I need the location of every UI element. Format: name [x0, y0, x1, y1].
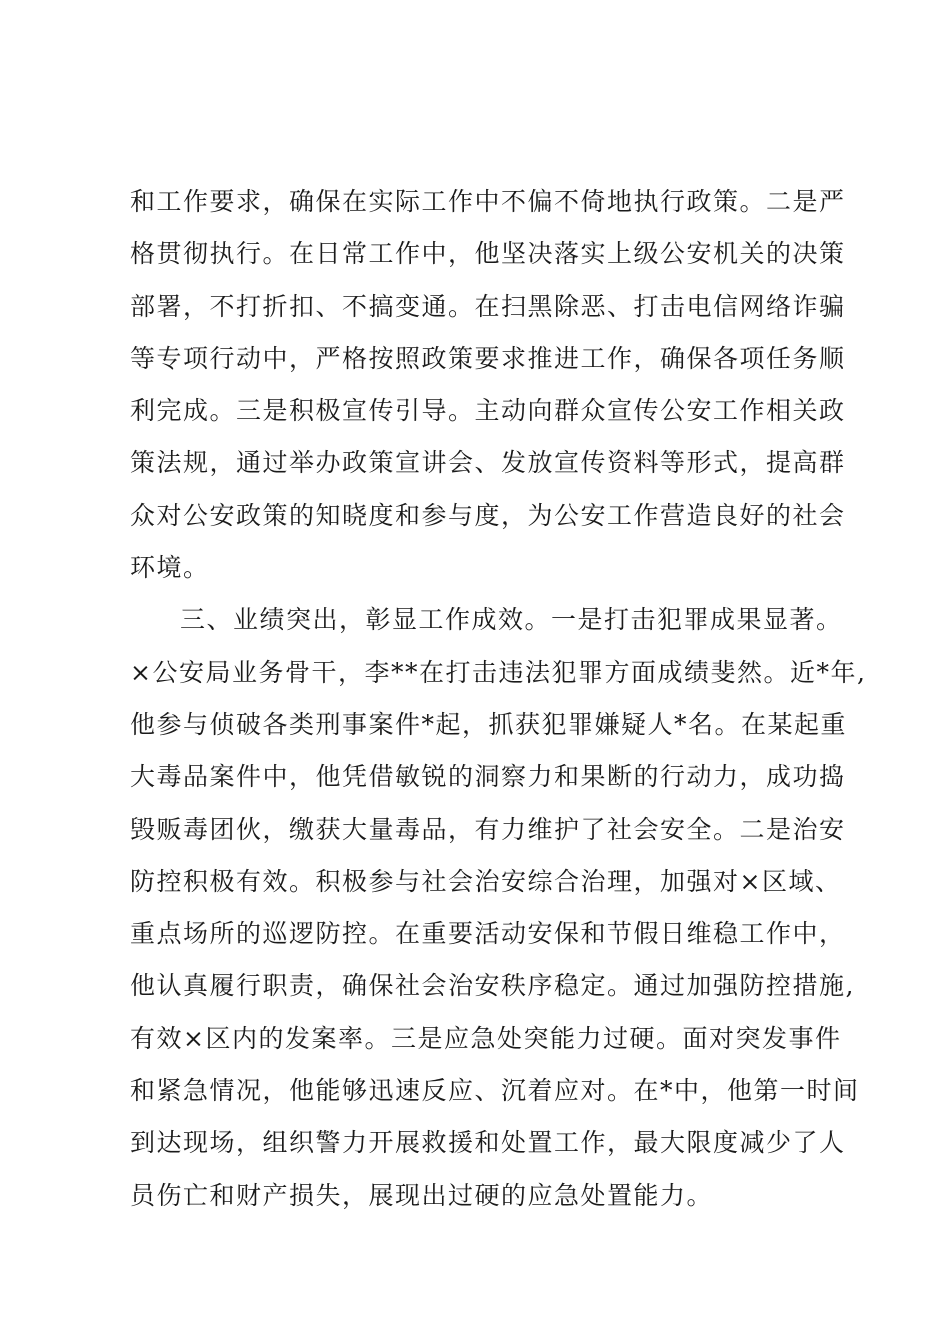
text-line: ×公安局业务骨干，李**在打击违法犯罪方面成绩斐然。近*年, — [130, 657, 867, 687]
paragraph-section-three — [130, 594, 867, 1222]
text-line: 策法规，通过举办政策宣讲会、发放宣传资料等形式，提高群 — [130, 448, 846, 478]
section-heading-line: 三、业绩突出，彰显工作成效。一是打击犯罪成果显著。 — [180, 605, 843, 635]
text-line: 和工作要求，确保在实际工作中不偏不倚地执行政策。二是严 — [130, 187, 846, 216]
text-line: 他认真履行职责，确保社会治安秩序稳定。通过加强防控措施, — [130, 971, 855, 1001]
text-line: 利完成。三是积极宣传引导。主动向群众宣传公安工作相关政 — [130, 396, 846, 426]
text-line: 他参与侦破各类刑事案件*起，抓获犯罪嫌疑人*名。在某起重 — [130, 709, 848, 739]
text-line: 毁贩毒团伙，缴获大量毒品，有力维护了社会安全。二是治安 — [130, 814, 846, 844]
text-line: 员伤亡和财产损失，展现出过硬的应急处置能力。 — [130, 1180, 714, 1210]
text-line: 大毒品案件中，他凭借敏锐的洞察力和果断的行动力，成功捣 — [130, 762, 846, 792]
text-line: 和紧急情况，他能够迅速反应、沉着应对。在*中，他第一时间 — [130, 1076, 860, 1106]
text-line: 重点场所的巡逻防控。在重要活动安保和节假日维稳工作中， — [130, 919, 846, 949]
paragraph-continuation — [130, 176, 846, 594]
text-line: 格贯彻执行。在日常工作中，他坚决落实上级公安机关的决策 — [130, 239, 846, 269]
text-line: 部署，不打折扣、不搞变通。在扫黑除恶、打击电信网络诈骗 — [130, 291, 846, 321]
text-line: 等专项行动中，严格按照政策要求推进工作，确保各项任务顺 — [130, 343, 846, 373]
text-line: 有效×区内的发案率。三是应急处突能力过硬。面对突发事件 — [130, 1023, 842, 1053]
body-text — [130, 176, 867, 1222]
text-line: 环境。 — [130, 553, 210, 583]
text-line: 众对公安政策的知晓度和参与度，为公安工作营造良好的社会 — [130, 500, 846, 530]
text-line: 防控积极有效。积极参与社会治安综合治理，加强对×区域、 — [130, 866, 842, 896]
text-line: 到达现场，组织警力开展救援和处置工作，最大限度减少了人 — [130, 1128, 846, 1158]
